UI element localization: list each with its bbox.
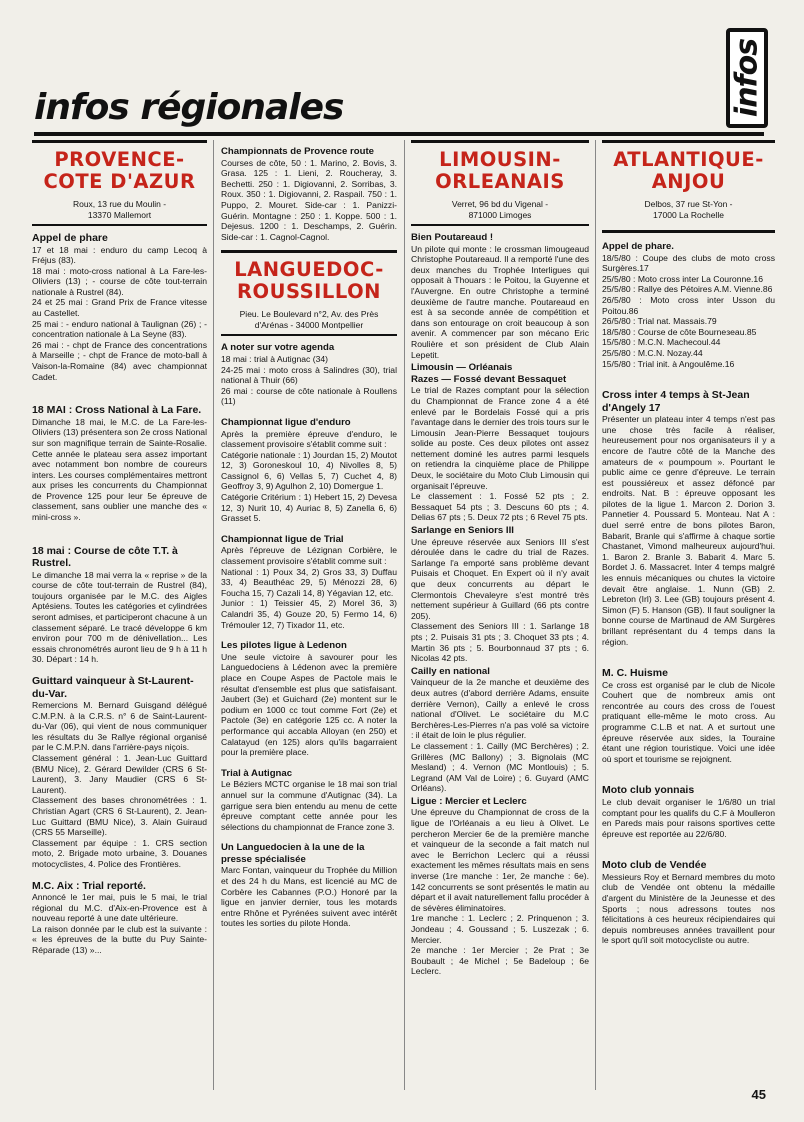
address-line: 17000 La Rochelle (653, 209, 724, 220)
section-title: Ligue : Mercier et Leclerc (411, 795, 527, 807)
agenda-item: 26 mai : course de côte nationale à Roullens (11) (221, 385, 397, 407)
section-title: Moto club yonnais (602, 784, 695, 797)
region-address (32, 199, 207, 220)
region-address (411, 199, 589, 220)
region-address (602, 199, 775, 220)
agenda-item: 25/5/80 : M.C.N. Nozay.44 (602, 347, 703, 358)
article-text: Remercions M. Bernard Guisgand délégué C.M.P.N. à la C.R.S. n° 6 de Saint-Laurent-du-Var (06), qui vient de nous communiquer les résultats du 3e Rallye régional organisé par le C.M.P.N. dans l'arrière-pays niçois. (32, 700, 207, 753)
article-text: Courses de côte, 50 : 1. Marino, 2. Bovis, 3. Grasa. 125 : 1. Lieni, 2. Roucheray, 3. Bechetti. 250 : 1. Digiovanni, 2. Sorribas, 3. Roux. 350 : 1. Digiovanni, 2. Raspail. 750 : 1. Puppo, 2. Mouret. Side-car : 1. Panizzi-Guérin. Montagne : 250 : 1. Koppe. 500 : 1. Dejesus. 1200 : 1. Deschamps, 2. Guérin. Side-car : 1. Cagnol-Cagnol. (221, 157, 397, 242)
section-subtitle: Razes — Fossé devant Bessaquet (411, 373, 567, 385)
region-title-line: ATLANTIQUE- (613, 148, 764, 171)
section-title: Championnats de Provence route (221, 146, 374, 157)
page-headline: infos régionales (34, 87, 344, 128)
infos-logo (726, 28, 768, 128)
section-title: Sarlange en Seniors III (411, 525, 514, 537)
section-title: 18 mai : Course de côte T.T. à Rustrel. (32, 544, 178, 570)
section-title: Cross inter 4 temps à St-Jean d'Angely 17 (602, 389, 750, 414)
section-title: Appel de phare (32, 232, 108, 244)
agenda-item: 26/5/80 : Trial nat. Massais.79 (602, 316, 717, 327)
agenda-item: 17 et 18 mai : enduro du camp Lecoq à Fréjus (83). (32, 244, 207, 266)
result-line: Classement par équipe : 1. CRS section moto, 2. Brigade moto urbaine, 3. Douanes motocyclistes, 4. Police des Frontières. (32, 837, 207, 869)
agenda-item: 18/5/80 : Course de côte Bourneзeau.85 (602, 326, 757, 337)
result-line: Classement des Seniors III : 1. Sarlange 18 pts ; 2. Puisais 31 pts ; 3. Choquet 33 pts ; 4. Martin 36 pts ; 5. Bourbonnaud 37 pts ; 6. Nicolas 42 pts. (411, 621, 589, 664)
section-title: Moto club de Vendée (602, 859, 707, 872)
section-title: Guittard vainqueur à St-Laurent-du-Var. (32, 675, 194, 700)
agenda-item: 25/5/80 : Rallye des Pétoires A.M. Vienne.86 (602, 284, 773, 295)
agenda-item: 18 mai : moto-cross national à La Fare-les-Oliviers (13) ; - course de côte tout-terrain nationale à Rustrel (84). (32, 265, 207, 297)
result-line: Classement des bases chronométrées : 1. Christian Agart (CRS 6 St-Laurent), 2. Jean-Luc Guittard (BMU Nice), 3. Alain Guiraud (CRS 55 Marseille). (32, 795, 207, 838)
headline-rule (34, 132, 764, 136)
section-title: Un Languedocien à la une de la presse spécialisée (221, 842, 365, 865)
article-text: Annoncé le 1er mai, puis le 5 mai, le trial régional du M.C. d'Aix-en-Provence est à nouveau reporté à une date ultérieure. (32, 892, 207, 924)
section-title: Trial à Autignac (221, 767, 293, 779)
result-line: Catégorie Critérium : 1) Hebert 15, 2) Devesa 12, 3) Nurit 10, 4) Auriac 8, 5) Zanella 6, 6) Grasset 5. (221, 492, 397, 524)
article-text: Messieurs Roy et Bernard membres du moto club de Vendée ont obtenu la médaille d'argent du Ministère de la Jeunesse et des Sports ; nous adressons toutes nos félicitations à ces heureux récipiendaires qui depuis nombreuses années travaillent pour le sport qu'il soit motocycliste ou autre. (602, 871, 775, 946)
article-text: Présenter un plateau inter 4 temps n'est pas une chose très facile à réaliser, heureusement pour nos organisateurs il y a encore de l'autre côté de la Manche des amateurs de « poumpoum ». Pourtant le public aime ce genre d'épreuve. Le terrain est poussiéreux et assez défoncé par endroits. Nat. B : épreuve opposant les pilotes de la ligue 1. Marcon 2. Dorion 3. Pannetier 4. Poussard 5. Monteau. Nat A : duel serré entre de bons pilotes Baron, Babarit, Branle qui s'affirme à chaque sortie Chastanet, Vimond malheureux aujourd'hui. 1. Baron 2. Branle 3. Babarit 4. Marc 5. Bordet J. 6. Massacret. Inter 4 temps malgré les ennuis mécaniques ou chutes la victoire devait être anglaise. 1. Nunn (GB) 2. Lebreton (Irl) 3. Lee (GB) toujours présent 4. Simon (F) 5. Hanson (GB). Il faut souligner la bonne course de Martinaud de AM Surgères brillant représentant du 4 temps dans la région. (602, 414, 775, 647)
column-limousin (411, 140, 589, 977)
article-text: Ce cross est organisé par le club de Nicole Couhert que de nombreux amis ont rencontrée au cours des cross de l'ouest pratiquant elle-même le moto cross. Au programme C.L.B et nat. A et surtout une épreuve réservée aux sides, la Touraine étant une région touristique. Voici une idée où sport et tourisme se rejoignent. (602, 679, 775, 764)
result-line: Le classement : 1. Fossé 52 pts ; 2. Bessaquet 54 pts ; 3. Descuns 60 pts ; 4. Delias 67 pts ; 5. Deux 72 pts ; 6 Revel 75 pts. (411, 491, 589, 523)
agenda-item: 24-25 mai : moto cross à Salindres (30), trial national à Thuir (66) (221, 364, 397, 386)
agenda-item: 24 et 25 mai : Grand Prix de France vitesse au Castellet. (32, 297, 207, 319)
region-title-line: PROVENCE- (54, 148, 185, 171)
article-text: Le dimanche 18 mai verra la « reprise » de la course de côte tout-terrain de Rustrel (84), toujours organisée par le M.C. des Aigles Aptésiens. Toutes les catégories et cylindrées seront admises, et participeront chacune à un classement séparé. Le tracé développe 6 km environ pour 700 m de dénivellation... Les essais chronométrés auront lieu de 9 h à 11 h 30. Départ : 14 h. (32, 569, 207, 665)
region-title-line: LIMOUSIN- (439, 148, 561, 171)
column-divider (404, 140, 405, 1090)
column-provence (32, 140, 207, 956)
section-title: 18 MAI : Cross National à La Fare. (32, 404, 202, 417)
article-text: La raison donnée par le club est la suivante : « les épreuves de la butte du Puy Sainte-Réparade (13) »... (32, 923, 207, 955)
agenda-item: 15/5/80 : Trial init. à Angoulême.16 (602, 358, 735, 369)
article-text: Vainqueur de la 2e manche et deuxième des deux autres (d'abord derrière Adams, ensuite derrière Vernon), Cailly a enlevé le cross national d'Olivet. Le sociétaire du M.C Berchères-Les-Pierres n'a pas volé sa victoire : il était de loin le plus régulier. (411, 677, 589, 741)
address-line: d'Arénas - 34000 Montpellier (254, 319, 364, 330)
column-languedoc (221, 140, 397, 929)
result-line: 2e manche : 1er Mercier ; 2e Prat ; 3e Boubault ; 4e Michel ; 5e Badeloup ; 6e Leclerc. (411, 945, 589, 977)
result-line: 1re manche : 1. Leclerc ; 2. Prinquenon ; 3. Jondeau ; 4. Goussand ; 5. Luszezak ; 6. Mercier. (411, 913, 589, 945)
section-title: Limousin — Orléanais (411, 362, 513, 374)
section-title: Championnat ligue d'enduro (221, 416, 351, 428)
article-text: Après l'épreuve de Lézignan Corbière, le classement provisoire s'établit comme suit : (221, 545, 397, 567)
region-box (221, 250, 397, 336)
agenda-item: 26/5/80 : Moto cross inter Usson du Poitou.86 (602, 294, 775, 316)
agenda-item: 25 mai : - enduro national à Taulignan (26) ; - concentration nationale à La Seyne (83). (32, 318, 207, 340)
address-line: 13370 Mallemort (87, 209, 152, 220)
agenda-item: 18/5/80 : Coupe des clubs de moto cross Surgères.17 (602, 252, 775, 274)
address-line: Roux, 13 rue du Moulin - (72, 199, 167, 209)
section-title: M. C. Huisme (602, 667, 668, 680)
column-atlantique (602, 140, 775, 946)
agenda-item: 18 mai : trial à Autignac (34) (221, 353, 328, 364)
region-title-line: ORLEANAIS (435, 170, 565, 193)
result-line: National : 1) Poux 34, 2) Gros 33, 3) Duffau 33, 4) Beauthéac 29, 5) Ménozzi 28, 6) Foucha 15, 7) Cazali 14, 8) Yégavian 12, etc. (221, 566, 397, 598)
result-line: Classement général : 1. Jean-Luc Guittard (BMU Nice), 2. Gérard Dewilder (CRS 6 St-Laurent), 3. Jany Maudier (CRS 6 St-Laurent). (32, 752, 207, 795)
region-rule (602, 230, 775, 233)
region-title-line: ROUSSILLON (237, 280, 381, 304)
section-title: Cailly en national (411, 665, 490, 677)
address-line: 871000 Limoges (468, 209, 532, 220)
section-title: Les pilotes ligue à Ledenon (221, 640, 347, 652)
result-line: Catégorie nationale : 1) Jourdan 15, 2) Moutot 12, 3) Goroneskoul 10, 4) Nivolles 8, 5) Cassignol 6, 6) Vellas 5, 7) Cuchet 4, 8) Geoffroy 3, 9) Agulhon 2, 10) Domergue 1. (221, 449, 397, 492)
address-line: Pieu. Le Boulevard n°2, Av. des Près (239, 309, 379, 320)
article-text: Une épreuve du Championnat de cross de la ligue de l'Orléanais a eu lieu à Olivet. Le percheron Mercier 6e de la première manche et vainqueur de la seconde a fait match nul avec le Berrichon Leclerc qui a réussi exactement les mêmes résultats mais en sens inverse (1re manche : 1er, 2e manche : 6e). 142 concurrents se sont présentés le matin au départ et il avait naturellement fallu procéder à de sévères éliminatoires. (411, 807, 589, 913)
article-text: Dimanche 18 mai, le M.C. de La Fare-les-Oliviers (13) présentera son 2e cross National sur son magnifique terrain de Sainte-Rosalie. Cette année le plateau sera assez important avec notamment bon nombre de coureurs inters. Les courses complémentaires mettront aux prises les concurrents du Championnat de Provence 125 pour leur 5e épreuve de classement, sans oublier une manche des « mini-cross ». (32, 416, 207, 523)
article-text: Le trial de Razes comptant pour la sélection du Championnat de France zone 4 a été enlevé par le Bordelais Fossé qui a pris l'avantage dans le dernier des trois tours sur le Limousin Jean-Pierre Bessaquet toujours solide au poste. Ces deux pilotes ont assez nettement dominé les autres parmi lesquels on retiendra la cinquième place de Philippe Deux, le sociétaire du Moto Club Limousin qui organisait l'épreuve. (411, 385, 589, 491)
region-title-line: ANJOU (651, 170, 726, 193)
region-box (602, 140, 775, 224)
article-text: Marc Fontan, vainqueur du Trophée du Million et des 24 h du Mans, est licencié au MC de Corbère les Cabannes (P.O.) Honoré par la ligue en janvier dernier, tous les motards entre Rhône et Pyrénées suivent avec intérêt toutes les sorties du pilote Honda. (221, 865, 397, 929)
article-text: Une seule victoire à savourer pour les Languedociens à Lédenon avec la première place en Coupe Aspes de Pactole mais le résultat d'ensemble est plus que satisfaisant. Jaubert (3e) et Guichard (2e) montent sur le podium en 1000 cc tout comme Fort (2e) et Pactole (3e) en catégorie 125 cc. A noter la performance qui accabla Alloyan (en 250) et Calatayud (en 125) alors qu'ils bagarraient pour la première place. (221, 651, 397, 758)
address-line: Delbos, 37 rue St-Yon - (644, 199, 733, 209)
result-line: Le classement : 1. Cailly (MC Berchères) ; 2. Grillères (MC Ballony) ; 3. Bignolais (MC Mesland) ; 4. Vernon (MC Montlouis) ; 5. Legrand (AM Val de Loire) ; 6. Guyard (AMC Orléans). (411, 740, 589, 794)
section-title: A noter sur votre agenda (221, 342, 335, 354)
region-box (32, 140, 207, 226)
column-divider (213, 140, 214, 1090)
region-title-line: LANGUEDOC- (234, 258, 384, 282)
region-address (221, 309, 397, 330)
region-box (411, 140, 589, 226)
column-divider (595, 140, 596, 1090)
agenda-item: 26 mai : - chpt de France des concentrations à Marseille ; - chpt de France de moto-ball à Vaison-la-Romaine (84) avec championnat Cadet. (32, 339, 207, 382)
region-title-line: COTE D'AZUR (43, 170, 196, 193)
article-text: Le Béziers MCTC organise le 18 mai son trial annuel sur la commune d'Autignac (34). La garrigue sera bien entendu au menu de cette épreuve comptant cette année pour les sélections du championnat de France zone 3. (221, 779, 397, 832)
article-text: Le club devait organiser le 1/6/80 un trial comptant pour les qualifs du C.F à Moulleron en Pareds mais pour raisons sportives cette épreuve est reportée au 22/6/80. (602, 796, 775, 839)
page-number: 45 (751, 1087, 766, 1102)
article-text: Un pilote qui monte : le crossman limougeaud Christophe Poutareaud. Il a remporté l'une des deux manches du Trophée Interligues qui opposait à Thouars : le Poitou, la Guyenne et l'Auvergne. En outre Christophe a terminé deuxième de l'autre manche. Poutareaud en est à sa seconde année de compétition et dans son entourage on croit beaucoup à son avenir. A commencer par son mécano Eric Roulière et son président de Club Alain Lepetit. (411, 243, 589, 360)
section-title: Appel de phare. (602, 241, 674, 252)
article-text: Une épreuve réservée aux Seniors III s'est déroulée dans le cadre du trial de Razes. Sarlange l'a emporté sans problème devant Puisais et Choquet. En Expert où il n'y avait que deux concurrents au départ le Clermontois Chevaleyre s'est montré très nettement supérieur à Guillard (66 pts contre 205). (411, 536, 589, 621)
agenda-item: 25/5/80 : Moto cross inter La Couronne.16 (602, 273, 763, 284)
article-text: Après la première épreuve d'enduro, le classement provisoire s'établit comme suit : (221, 428, 397, 450)
section-title: Championnat ligue de Trial (221, 533, 344, 545)
agenda-item: 15/5/80 : M.C.N. Machecoul.44 (602, 337, 721, 348)
section-title: M.C. Aix : Trial reporté. (32, 879, 146, 892)
logo-text: infos (729, 38, 765, 118)
result-line: Junior : 1) Teissier 45, 2) Morel 36, 3) Calandri 35, 4) Gouze 20, 5) Fermo 14, 6) Trémouler 12, 7) Tixador 11, etc. (221, 598, 397, 630)
address-line: Verret, 96 bd du Vigenal - (451, 199, 549, 209)
section-title: Bien Poutareaud ! (411, 232, 494, 243)
